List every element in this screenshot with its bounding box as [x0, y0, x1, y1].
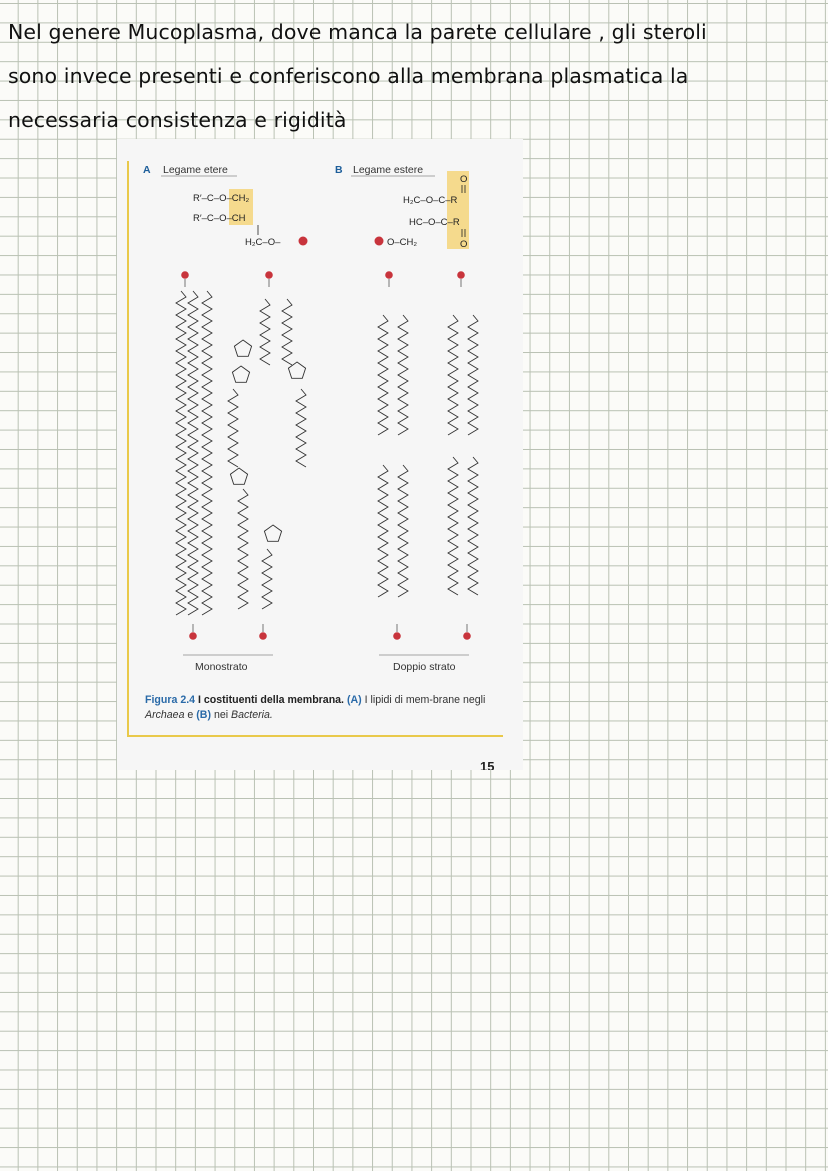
cyclopentane-ring — [232, 366, 249, 382]
chem-b-line1: H₂C–O–C–R — [403, 195, 458, 206]
caption-text-1: I lipidi di mem-brane negli — [364, 694, 486, 706]
lipid-head-icon — [457, 271, 465, 279]
phosphate-head-icon — [299, 237, 308, 246]
chem-a-line3: H₂C–O– — [245, 237, 281, 248]
chain — [398, 315, 408, 435]
chain — [228, 389, 238, 467]
cyclopentane-ring — [230, 468, 247, 484]
caption-and: e — [187, 709, 194, 721]
caption-figure-number: Figura 2.4 — [145, 694, 196, 706]
chain — [468, 315, 478, 435]
chem-b-line2: HC–O–C–R — [409, 217, 460, 228]
lipid-head-icon — [463, 632, 471, 640]
lipid-head-icon — [393, 632, 401, 640]
chain — [238, 489, 248, 609]
figure-caption — [145, 693, 505, 723]
membrane-diagram — [117, 139, 523, 770]
chain — [188, 291, 198, 615]
chem-b-o-top: O — [460, 174, 468, 185]
note-line-2: sono invece presenti e conferiscono alla membrana plasmatica la — [8, 64, 689, 88]
panel-a-letter: A — [143, 164, 151, 176]
chain — [448, 315, 458, 435]
label-doppio-strato: Doppio strato — [393, 661, 456, 673]
lipid-head-icon — [265, 271, 273, 279]
textbook-figure — [117, 139, 523, 770]
caption-title: I costituenti della membrana. — [198, 694, 344, 706]
caption-bacteria: Bacteria. — [231, 709, 273, 721]
caption-a: (A) — [346, 694, 362, 706]
cyclopentane-ring — [234, 340, 251, 356]
chain — [282, 299, 292, 365]
caption-b: (B) — [196, 709, 211, 721]
chain — [378, 315, 388, 435]
chain — [468, 457, 478, 595]
caption-text-2: nei — [213, 709, 229, 721]
handwritten-note — [8, 10, 818, 142]
panel-a-title: Legame etere — [163, 164, 228, 176]
lipid-head-icon — [259, 632, 267, 640]
caption-archaea: Archaea — [145, 709, 185, 721]
chain — [378, 465, 388, 597]
panel-b-letter: B — [335, 164, 343, 176]
chain — [260, 299, 270, 365]
chem-b-o-bottom: O — [460, 239, 468, 250]
chain — [398, 465, 408, 597]
note-line-3: necessaria consistenza e rigidità — [8, 108, 347, 132]
page-number: 15 — [480, 759, 495, 770]
lipid-head-icon — [385, 271, 393, 279]
chain — [176, 291, 186, 615]
yellow-rule — [127, 735, 503, 737]
cyclopentane-ring — [264, 525, 281, 541]
chain — [448, 457, 458, 595]
chain — [262, 549, 272, 609]
lipid-head-icon — [181, 271, 189, 279]
chem-a-line2: R′–C–O–CH — [193, 213, 246, 224]
lipid-head-icon — [189, 632, 197, 640]
note-line-1: Nel genere Mucoplasma, dove manca la parete cellulare , gli steroli — [8, 20, 707, 44]
chem-b-line3: O–CH₂ — [387, 237, 418, 248]
chain — [296, 389, 306, 467]
lipid-chains — [176, 271, 478, 640]
chain — [202, 291, 212, 615]
chem-a-line1: R′–C–O–CH₂ — [193, 193, 250, 204]
label-monostrato: Monostrato — [195, 661, 248, 673]
phosphate-head-icon — [375, 237, 384, 246]
panel-b-title: Legame estere — [353, 164, 424, 176]
